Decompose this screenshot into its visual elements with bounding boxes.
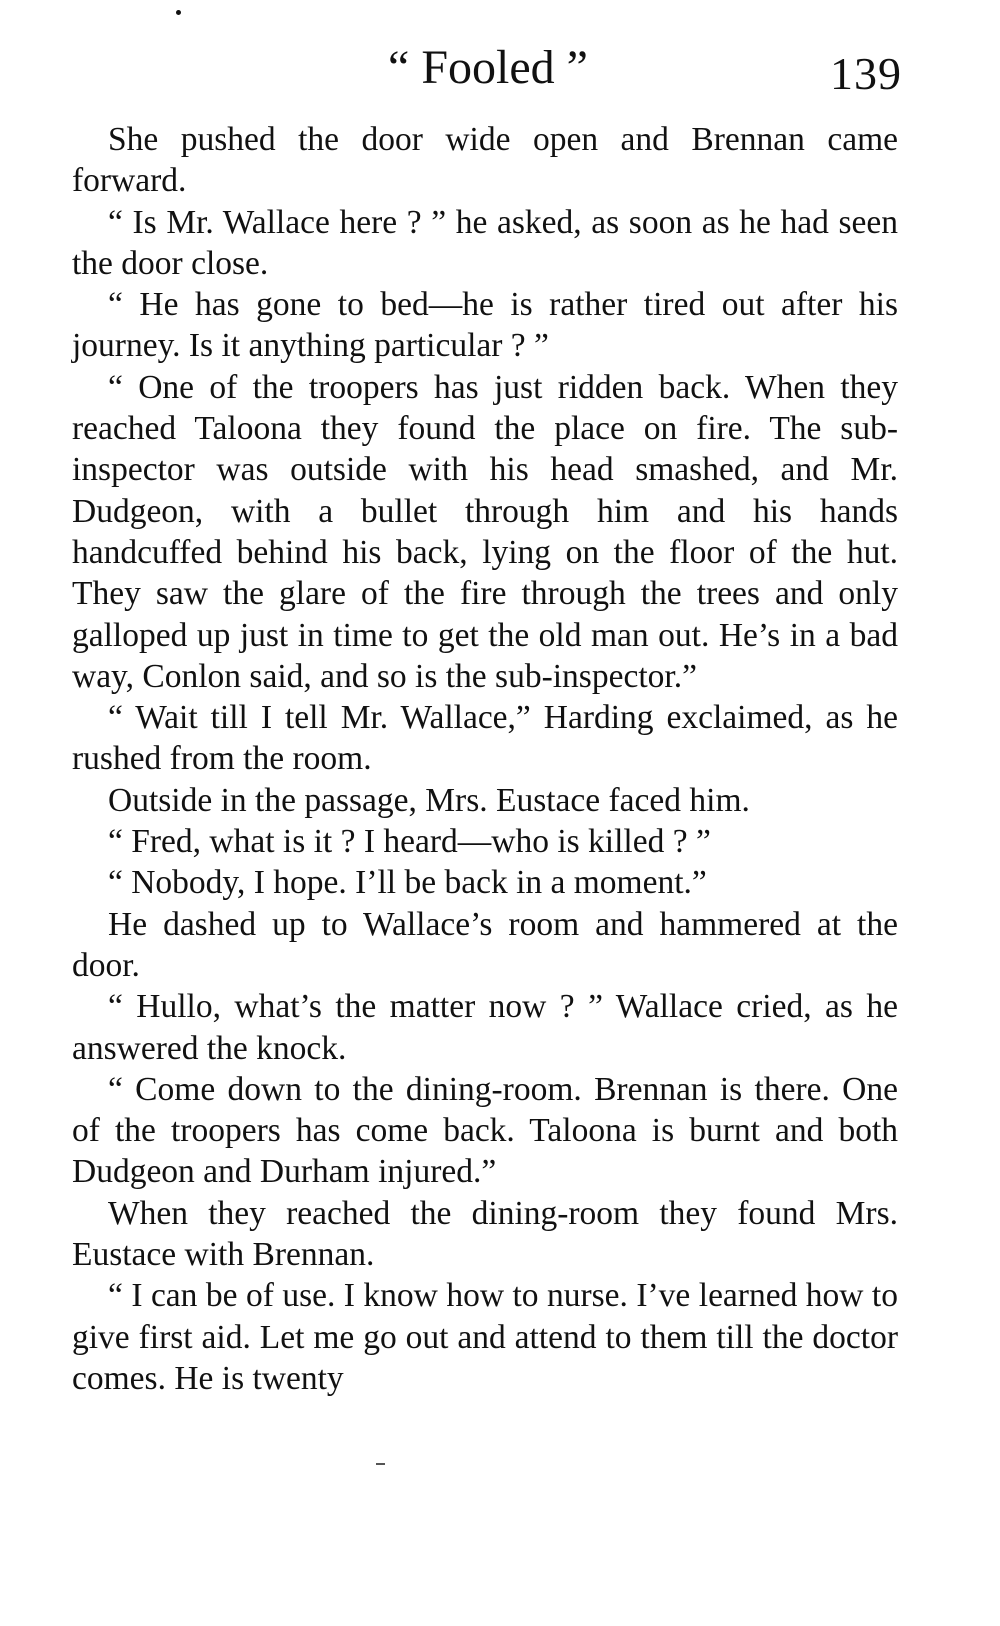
- running-header: [74, 38, 902, 98]
- paragraph: “ One of the troopers has just ridden back. When they reached Taloona they found the place on fire. The sub-inspector was outside with his head smashed, and Mr. Dudgeon, with a bullet through him and his hands handcuffed behind his back, lying on the floor of the hut. They saw the glare of the fire through the trees and only galloped up just in time to get the old man out. He’s in a bad way, Conlon said, and so is the sub-inspector.”: [72, 368, 898, 695]
- page-number: 139: [830, 48, 902, 99]
- paragraph: When they reached the dining-room they found Mrs. Eustace with Brennan.: [72, 1194, 898, 1274]
- paragraph: Outside in the passage, Mrs. Eustace faced him.: [108, 781, 750, 819]
- paragraph: “ Fred, what is it ? I heard—who is killed ? ”: [108, 823, 711, 861]
- body-text: [72, 119, 898, 1399]
- paragraph: “ Nobody, I hope. I’ll be back in a moment.”: [108, 864, 707, 902]
- foot-mark: [376, 1463, 385, 1465]
- paragraph: “ Come down to the dining-room. Brennan is there. One of the troopers has come back. Taloona is burnt and both Dudgeon and Durham injured.”: [72, 1070, 898, 1191]
- paragraph: He dashed up to Wallace’s room and hammered at the door.: [72, 905, 898, 984]
- paragraph: “ Is Mr. Wallace here ? ” he asked, as soon as he had seen the door close.: [72, 203, 898, 282]
- paragraph: “ I can be of use. I know how to nurse. I’ve learned how to give first aid. Let me go out and attend to them till the doctor comes. He is twenty: [72, 1277, 898, 1397]
- paragraph: “ He has gone to bed—he is rather tired out after his journey. Is it anything particular ? ”: [72, 286, 898, 365]
- ink-speck: [176, 10, 181, 15]
- paragraph: “ Hullo, what’s the matter now ? ” Wallace cried, as he answered the knock.: [72, 988, 898, 1067]
- running-title: “ Fooled ”: [388, 41, 588, 94]
- paragraph: “ Wait till I tell Mr. Wallace,” Harding exclaimed, as he rushed from the room.: [72, 699, 898, 778]
- paragraph: She pushed the door wide open and Brennan came forward.: [72, 121, 898, 200]
